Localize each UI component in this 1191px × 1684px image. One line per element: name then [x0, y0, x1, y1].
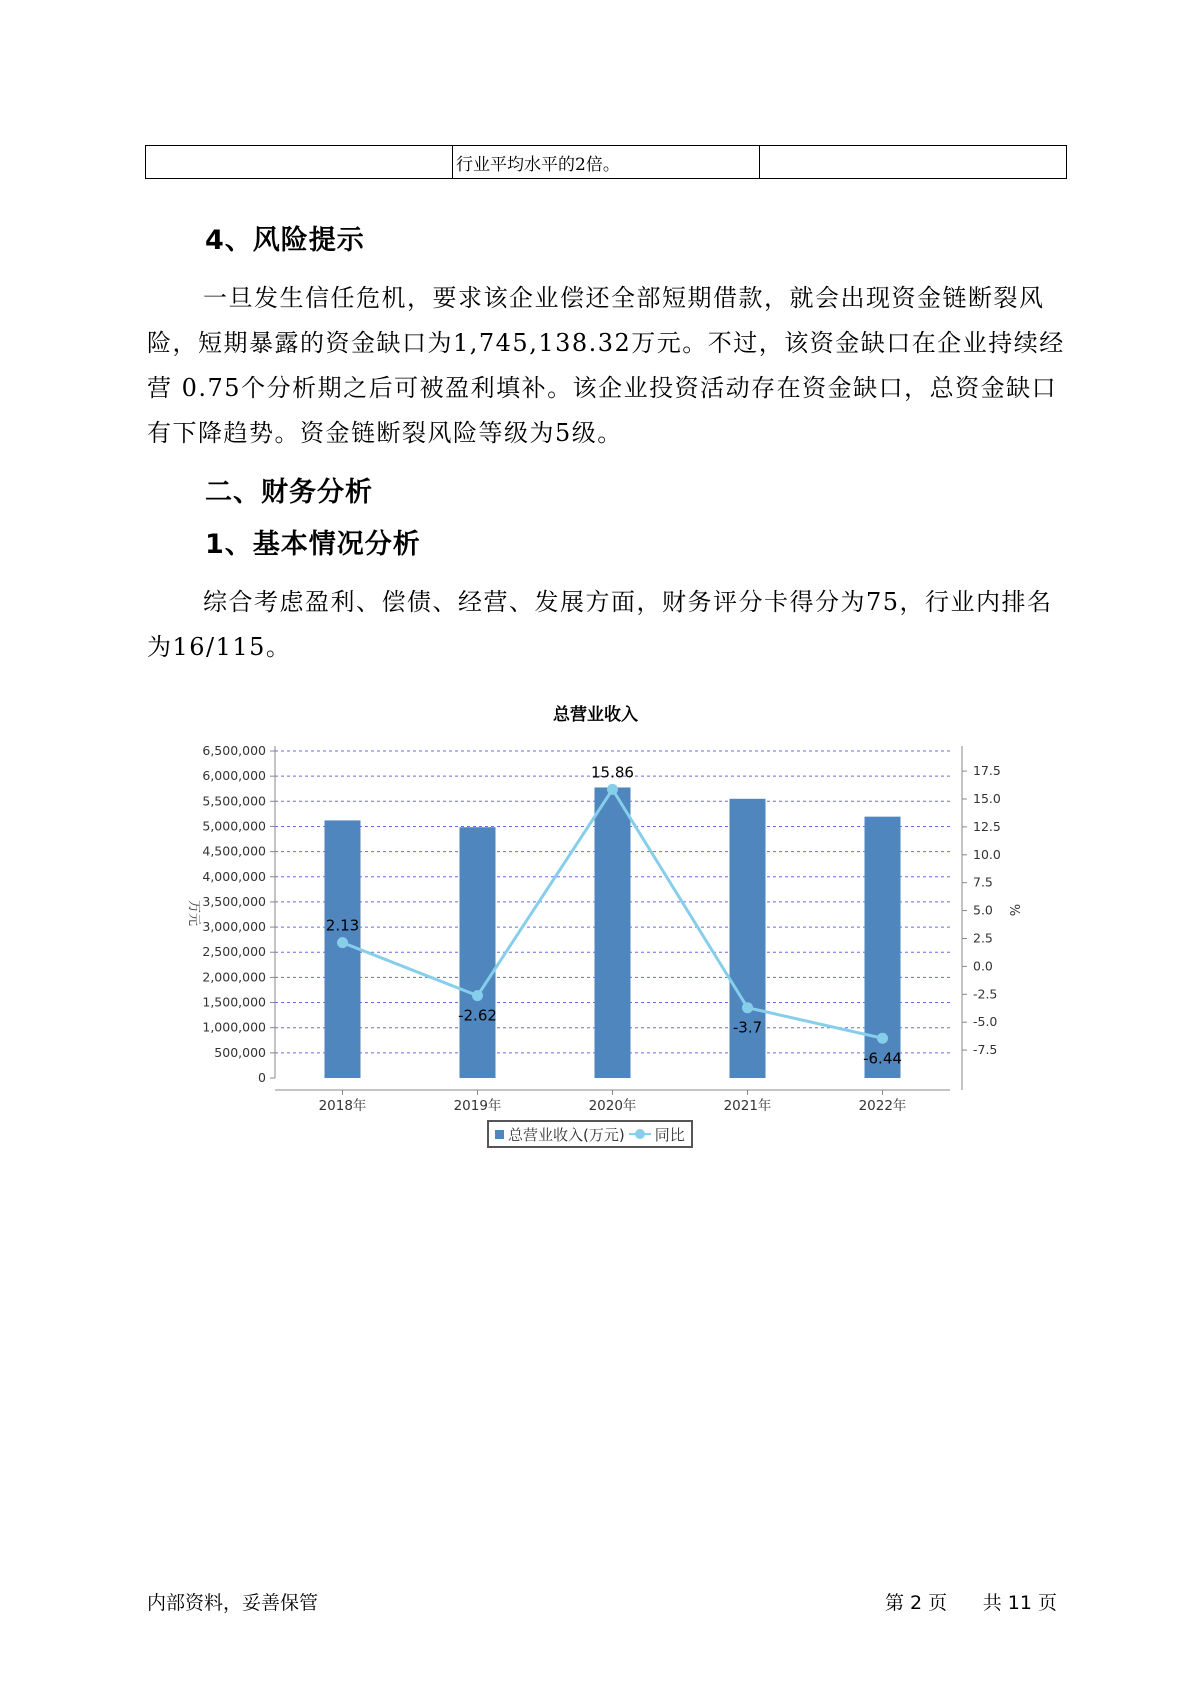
yoy-data-label: -2.62 — [458, 1006, 497, 1025]
x-tick-label: 2019年 — [453, 1098, 502, 1114]
yoy-point — [337, 937, 348, 948]
legend-item-yoy[interactable] — [625, 1124, 685, 1145]
y-tick-label-left: 3,500,000 — [202, 893, 266, 909]
y-tick-label-right: 5.0 — [973, 902, 993, 918]
yoy-data-label: -6.44 — [863, 1049, 902, 1068]
subheading-basic-analysis: 1、基本情况分析 — [205, 529, 421, 560]
legend-label-revenue: 总营业收入(万元) — [508, 1125, 625, 1144]
page-total: 共 11 页 — [982, 1592, 1057, 1614]
yoy-data-label: 15.86 — [591, 763, 634, 782]
yoy-point — [877, 1033, 888, 1044]
y-tick-label-right: 2.5 — [973, 930, 993, 946]
x-tick-label: 2018年 — [318, 1098, 367, 1114]
section-heading-finance: 二、财务分析 — [205, 477, 373, 508]
yoy-point — [472, 990, 483, 1001]
y-tick-label-left: 2,500,000 — [202, 944, 266, 960]
bar — [595, 787, 631, 1078]
page-current: 第 2 页 — [885, 1592, 948, 1614]
table-cell: 行业平均水平的2倍。 — [453, 146, 760, 179]
chart-title: 总营业收入 — [553, 705, 638, 725]
y-tick-label-left: 6,500,000 — [202, 743, 266, 758]
y-tick-label-right: 15.0 — [973, 790, 1001, 806]
y-tick-label-right: -2.5 — [973, 986, 998, 1002]
y-tick-label-right: 7.5 — [973, 874, 993, 890]
bar — [460, 827, 496, 1078]
yoy-point — [607, 784, 618, 795]
footer-note: 内部资料，妥善保管 — [147, 1592, 319, 1614]
x-tick-label: 2021年 — [723, 1098, 772, 1114]
y-tick-label-left: 3,000,000 — [202, 919, 266, 935]
yoy-data-label: 2.13 — [325, 916, 360, 935]
line-marker-icon — [629, 1129, 651, 1139]
y-tick-label-right: -5.0 — [973, 1014, 998, 1030]
y-tick-label-right: 17.5 — [973, 763, 1001, 779]
y-tick-label-left: 4,000,000 — [202, 868, 266, 884]
y-tick-label-left: 1,000,000 — [202, 1019, 266, 1035]
bar — [325, 820, 361, 1078]
y-tick-label-left: 5,500,000 — [202, 793, 266, 809]
risk-paragraph: 一旦发生信任危机，要求该企业偿还全部短期借款，就会出现资金链断裂风险，短期暴露的资金缺口为1,745,138.32万元。不过，该资金缺口在企业持续经营 0.75个分析期之后可被盈利填补。该企业投资活动存在资金缺口，总资金缺口有下降趋势。资金链断裂风险等级为5级。 — [147, 284, 1065, 447]
section-heading-risk: 4、风险提示 — [205, 225, 365, 256]
yoy-point — [742, 1002, 753, 1013]
legend-item-revenue[interactable] — [495, 1124, 625, 1145]
y-tick-label-left: 1,500,000 — [202, 994, 266, 1010]
x-tick-label: 2020年 — [588, 1098, 637, 1114]
yoy-data-label: -3.7 — [732, 1018, 763, 1037]
bar-swatch-icon — [495, 1130, 504, 1139]
y-tick-label-left: 4,500,000 — [202, 843, 266, 859]
y-axis-title-left: 万元 — [186, 899, 201, 927]
y-tick-label-right: 12.5 — [973, 818, 1001, 834]
y-tick-label-right: -7.5 — [973, 1042, 998, 1058]
y-tick-label-left: 6,000,000 — [202, 768, 266, 784]
legend-label-yoy: 同比 — [654, 1125, 685, 1144]
y-axis-title-right: % — [1006, 903, 1021, 917]
page-number — [885, 1588, 1057, 1615]
y-tick-label-left: 500,000 — [214, 1044, 266, 1060]
finance-paragraph: 综合考虑盈利、偿债、经营、发展方面，财务评分卡得分为75，行业内排名为16/115。 — [147, 588, 1053, 661]
x-tick-label: 2022年 — [858, 1098, 907, 1114]
y-tick-label-right: 10.0 — [973, 846, 1001, 862]
y-tick-label-left: 2,000,000 — [202, 969, 266, 985]
y-tick-label-left: 5,000,000 — [202, 818, 266, 834]
chart-legend — [487, 1120, 693, 1148]
y-tick-label-right: 0.0 — [973, 958, 993, 974]
y-tick-label-left: 0 — [258, 1070, 266, 1085]
